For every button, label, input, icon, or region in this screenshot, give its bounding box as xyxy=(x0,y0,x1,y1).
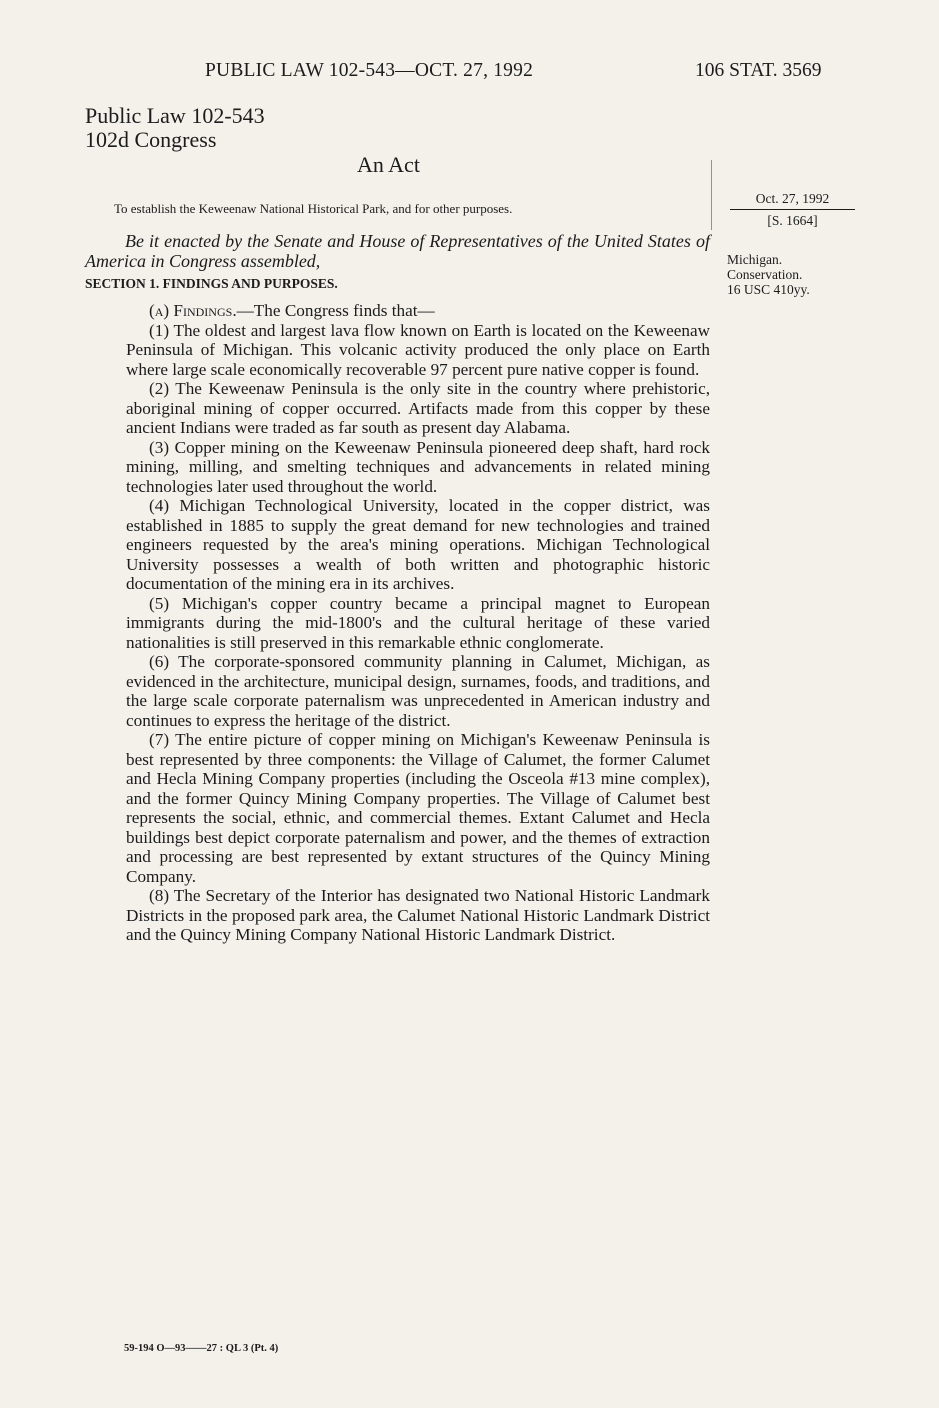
law-title-block xyxy=(85,104,265,152)
congress-number: 102d Congress xyxy=(85,127,217,152)
section-heading: SECTION 1. FINDINGS AND PURPOSES. xyxy=(85,276,338,291)
margin-note: Michigan. xyxy=(727,252,783,267)
act-purpose: To establish the Keweenaw National Historical Park, and for other purposes. xyxy=(114,201,513,216)
margin-date: Oct. 27, 1992 xyxy=(755,191,830,206)
enacting-clause: Be it enacted by the Senate and House of Representatives of the United States of America in Congress assembled, xyxy=(85,231,710,271)
margin-date-block xyxy=(730,190,855,230)
finding-paragraph: (3) Copper mining on the Keweenaw Peninsula pioneered deep shaft, hard rock mining, milling, and smelting techniques and advancements in related mining technologies later used throughout the world. xyxy=(126,437,710,496)
statute-reference: 106 STAT. 3569 xyxy=(695,60,822,81)
finding-paragraph: (4) Michigan Technological University, located in the copper district, was established in 1885 to supply the great demand for new technologies and trained engineers requested by the area's mining operations. Michigan Technological University possesses a wealth of both written and photographic historic documentation of the mining era in its archives. xyxy=(126,496,710,593)
findings-body xyxy=(126,301,710,945)
finding-paragraph: (1) The oldest and largest lava flow known on Earth is located on the Keweenaw Peninsula of Michigan. This volcanic activity produced the only place on Earth where large scale economically recoverable 97 percent pure native copper is found. xyxy=(126,320,710,379)
finding-paragraph: (7) The entire picture of copper mining on Michigan's Keweenaw Peninsula is best represented by three components: the Village of Calumet, the former Calumet and Hecla Mining Company properties (including the Osceola #13 mine complex), and the former Quincy Mining Company properties. The Village of Calumet best represents the social, ethnic, and commercial themes. Extant Calumet and Hecla buildings best depict corporate paternalism and power, and the themes of extraction and processing are best represented by extant structures of the Quincy Mining Company. xyxy=(126,730,710,886)
margin-rule xyxy=(730,209,855,210)
margin-bracket xyxy=(703,160,712,230)
margin-note: 16 USC 410yy. xyxy=(727,282,810,297)
finding-paragraph: (6) The corporate-sponsored community planning in Calumet, Michigan, as evidenced in the architecture, municipal design, surnames, foods, and traditions, and the large scale corporate paternalism was unprecedented in American industry and continues to express the heritage of the district. xyxy=(126,652,710,730)
subsection-lead: .—The Congress finds that— xyxy=(232,301,435,320)
footer-print-code: 59-194 O—93——27 : QL 3 (Pt. 4) xyxy=(124,1343,279,1354)
finding-paragraph: (2) The Keweenaw Peninsula is the only site in the country where prehistoric, aboriginal mining of copper occurred. Artifacts made from this copper by these ancient Indians were traded as far south as present day Alabama. xyxy=(126,379,710,437)
subsection-label: (a) Findings xyxy=(149,301,233,320)
finding-paragraph: (5) Michigan's copper country became a principal magnet to European immigrants during the mid-1800's and the cultural heritage of these varied nationalities is still preserved in this remarkable ethnic conglomerate. xyxy=(126,593,710,652)
public-law-number: Public Law 102-543 xyxy=(85,103,265,128)
running-head: PUBLIC LAW 102-543—OCT. 27, 1992 xyxy=(205,60,534,81)
margin-note: Conservation. xyxy=(727,267,803,282)
finding-paragraph: (8) The Secretary of the Interior has designated two National Historic Landmark Districts in the proposed park area, the Calumet National Historic Landmark District and the Quincy Mining Company National Historic Landmark District. xyxy=(126,886,710,944)
margin-bill-number: [S. 1664] xyxy=(767,213,818,228)
margin-notes xyxy=(727,252,810,297)
act-title: An Act xyxy=(357,152,420,177)
subsection-a-intro xyxy=(126,301,710,321)
